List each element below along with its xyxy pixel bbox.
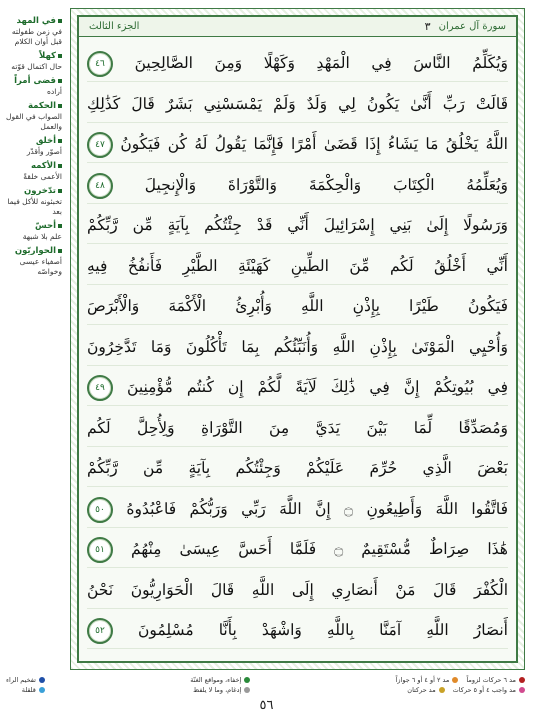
legend-item	[190, 676, 250, 684]
verse-text: وَيُعَلِّمُهُ الْكِتَابَ وَالْحِكْمَةَ وَالتَّوْرَاةَ وَالْإِنجِيلَ	[144, 175, 508, 194]
verse-line	[87, 491, 508, 528]
page-inner-border	[77, 15, 518, 663]
mushaf-page-frame	[70, 8, 525, 670]
legend-row	[396, 686, 525, 694]
glossary-entry	[6, 51, 62, 72]
color-swatch-icon	[439, 687, 445, 693]
legend-group-left	[6, 676, 45, 694]
bullet-icon	[58, 54, 62, 58]
ayah-number-marker: ٥٠	[87, 497, 113, 523]
verse-text: وَرَسُولًا إِلَىٰ بَنِي إِسْرَائِيلَ أَنِّي قَدْ جِئْتُكُم بِآيَةٍ مِّن رَّبِّكُمْ	[87, 216, 508, 234]
legend-label: مد واجب ٤ أو ٥ حركات	[452, 686, 516, 694]
legend-label: تفخيم الراء	[6, 676, 36, 684]
verse-line	[87, 86, 508, 123]
glossary-entry	[6, 221, 62, 242]
glossary-term	[6, 76, 62, 87]
color-swatch-icon	[452, 677, 458, 683]
glossary-definition: حال اكتمال قوّته	[11, 62, 62, 71]
legend-item	[6, 676, 45, 684]
glossary-term	[6, 51, 62, 62]
legend-row	[6, 676, 45, 684]
glossary-term	[6, 246, 62, 257]
verse-text: قَالَتْ رَبِّ أَنَّىٰ يَكُونُ لِي وَلَدٌ وَلَمْ يَمْسَسْنِي بَشَرٌ قَالَ كَذَٰلِكِ	[87, 94, 508, 113]
glossary-term-text: الأكمه	[30, 161, 56, 171]
legend-item	[193, 686, 250, 694]
verse-line	[87, 531, 508, 568]
legend-item	[22, 686, 45, 694]
verse-text: وَيُكَلِّمُ النَّاسَ فِي الْمَهْدِ وَكَهْلًا وَمِنَ الصَّالِحِينَ	[134, 54, 508, 72]
glossary-term-text: كهلاً	[38, 51, 56, 61]
glossary-entry	[6, 16, 62, 47]
glossary-definition: تخبئونه للأكل فيما بعد	[7, 197, 62, 216]
verse-text: وَأُحْيِي الْمَوْتَىٰ بِإِذْنِ اللَّهِ وَأُنَبِّئُكُم بِمَا تَأْكُلُونَ وَمَا تَدَّخِرُونَ	[87, 337, 508, 356]
tajweed-legend	[6, 674, 525, 696]
verse-text: بَعْضَ الَّذِي حُرِّمَ عَلَيْكُمْ وَجِئْتُكُم بِآيَةٍ مِّن رَّبِّكُمْ	[87, 459, 508, 477]
verse-line	[87, 612, 508, 649]
legend-item	[453, 686, 525, 694]
glossary-term	[6, 136, 62, 147]
glossary-entry	[6, 101, 62, 132]
color-swatch-icon	[244, 687, 250, 693]
legend-label: إخفاء، ومواقع الغنّة	[190, 676, 242, 684]
verse-line	[87, 369, 508, 406]
glossary-sidebar	[6, 16, 62, 486]
verse-line	[87, 167, 508, 204]
legend-item	[466, 676, 525, 684]
legend-label: إدغام، وما لا يلفظ	[193, 686, 242, 694]
legend-label: قلقلة	[21, 686, 36, 694]
legend-group-middle	[190, 676, 250, 694]
glossary-term	[6, 16, 62, 27]
ayah-number-marker: ٤٧	[87, 132, 113, 158]
glossary-term-text: أحسّ	[34, 221, 56, 231]
surah-number: ٣	[424, 20, 431, 33]
verse-line	[87, 329, 508, 366]
verse-text: أَنصَارُ اللَّهِ آمَنَّا بِاللَّهِ وَاشْهَدْ بِأَنَّا مُسْلِمُونَ	[138, 621, 508, 639]
glossary-entry	[6, 246, 62, 277]
glossary-term-text: في المهد	[16, 16, 56, 26]
glossary-entry	[6, 136, 62, 157]
glossary-definition: في زمن طفولته قبل أوان الكلام	[11, 27, 62, 46]
glossary-term-text: أخلق	[35, 136, 56, 146]
glossary-definition: أصوّر وأقدّر	[26, 147, 62, 156]
glossary-term-text: الحكمة	[27, 101, 56, 111]
legend-row	[190, 686, 250, 694]
bullet-icon	[58, 104, 62, 108]
glossary-term	[6, 186, 62, 197]
legend-label: مد حركتان	[407, 686, 436, 694]
legend-row	[190, 676, 250, 684]
glossary-definition: علم بلا شبهة	[22, 232, 62, 241]
verse-line	[87, 288, 508, 325]
verse-lines	[87, 45, 508, 653]
verse-text: فِي بُيُوتِكُمْ إِنَّ فِي ذَٰلِكَ لَآيَةً لَّكُمْ إِن كُنتُم مُّؤْمِنِينَ	[127, 378, 508, 396]
verse-text: هَٰذَا صِرَاطٌ مُّسْتَقِيمٌ ۝ فَلَمَّا أَحَسَّ عِيسَىٰ مِنْهُمُ	[131, 540, 508, 558]
glossary-term	[6, 221, 62, 232]
verse-text: أَنِّي أَخْلُقُ لَكُم مِّنَ الطِّينِ كَهَيْئَةِ الطَّيْرِ فَأَنفُخُ فِيهِ	[87, 256, 508, 275]
verse-text: الْكُفْرَ قَالَ مَنْ أَنصَارِي إِلَى اللَّهِ قَالَ الْحَوَارِيُّونَ نَحْنُ	[87, 580, 508, 599]
ayah-number-marker: ٤٦	[87, 51, 113, 77]
bullet-icon	[58, 79, 62, 83]
legend-row	[6, 686, 45, 694]
glossary-definition: الصواب في القول والعمل	[6, 112, 62, 131]
bullet-icon	[58, 139, 62, 143]
glossary-entry	[6, 76, 62, 97]
verse-line	[87, 410, 508, 447]
surah-label-group	[425, 20, 506, 33]
ayah-number-marker: ٥٢	[87, 618, 113, 644]
glossary-term	[6, 161, 62, 172]
verse-text: فَيَكُونُ طَيْرًا بِإِذْنِ اللَّهِ وَأُبْرِئُ الْأَكْمَهَ وَالْأَبْرَصَ	[87, 297, 508, 315]
glossary-entry	[6, 161, 62, 182]
verse-line	[87, 572, 508, 609]
bullet-icon	[58, 249, 62, 253]
verse-line	[87, 126, 508, 163]
verse-line	[87, 450, 508, 487]
color-swatch-icon	[519, 687, 525, 693]
ayah-number-marker: ٤٨	[87, 173, 113, 199]
color-swatch-icon	[39, 677, 45, 683]
juz-label: الجزء الثالث	[89, 21, 140, 32]
verse-text: وَمُصَدِّقًا لِّمَا بَيْنَ يَدَيَّ مِنَ التَّوْرَاةِ وَلِأُحِلَّ لَكُم	[87, 418, 508, 437]
color-swatch-icon	[519, 677, 525, 683]
color-swatch-icon	[244, 677, 250, 683]
ayah-number-marker: ٥١	[87, 537, 113, 563]
glossary-definition: أصفياء عيسى وخواصّه	[19, 257, 62, 276]
glossary-entry	[6, 186, 62, 217]
legend-label: مد ٦ حركات لزوماً	[466, 676, 516, 684]
surah-name: سورة آل عمران	[438, 21, 506, 32]
bullet-icon	[58, 224, 62, 228]
verse-line	[87, 207, 508, 244]
ayah-number-marker: ٤٩	[87, 375, 113, 401]
glossary-term	[6, 101, 62, 112]
legend-item	[407, 686, 444, 694]
legend-row	[396, 676, 525, 684]
page-number: ٥٦	[259, 698, 274, 713]
verse-line	[87, 248, 508, 285]
legend-label: مد ٢ أو ٤ أو ٦ جوازاً	[395, 676, 450, 684]
bullet-icon	[58, 164, 62, 168]
bullet-icon	[58, 189, 62, 193]
color-swatch-icon	[39, 687, 45, 693]
verse-text: اللَّهُ يَخْلُقُ مَا يَشَاءُ إِذَا قَضَىٰ أَمْرًا فَإِنَّمَا يَقُولُ لَهُ كُن فَيَكُونُ	[120, 135, 508, 153]
legend-group-right	[396, 676, 525, 694]
verse-text: فَاتَّقُوا اللَّهَ وَأَطِيعُونِ ۝ إِنَّ اللَّهَ رَبِّي وَرَبُّكُمْ فَاعْبُدُوهُ	[126, 499, 508, 518]
bullet-icon	[58, 19, 62, 23]
glossary-term-text: الحواريّون	[14, 246, 56, 256]
glossary-term-text: تدّخرون	[23, 186, 56, 196]
page-header	[79, 17, 516, 37]
glossary-definition: الأعمى خلقةً	[23, 172, 62, 181]
legend-item	[396, 676, 459, 684]
glossary-definition: أراده	[46, 87, 62, 96]
verse-line	[87, 45, 508, 82]
glossary-term-text: قضى أمراً	[14, 76, 56, 86]
